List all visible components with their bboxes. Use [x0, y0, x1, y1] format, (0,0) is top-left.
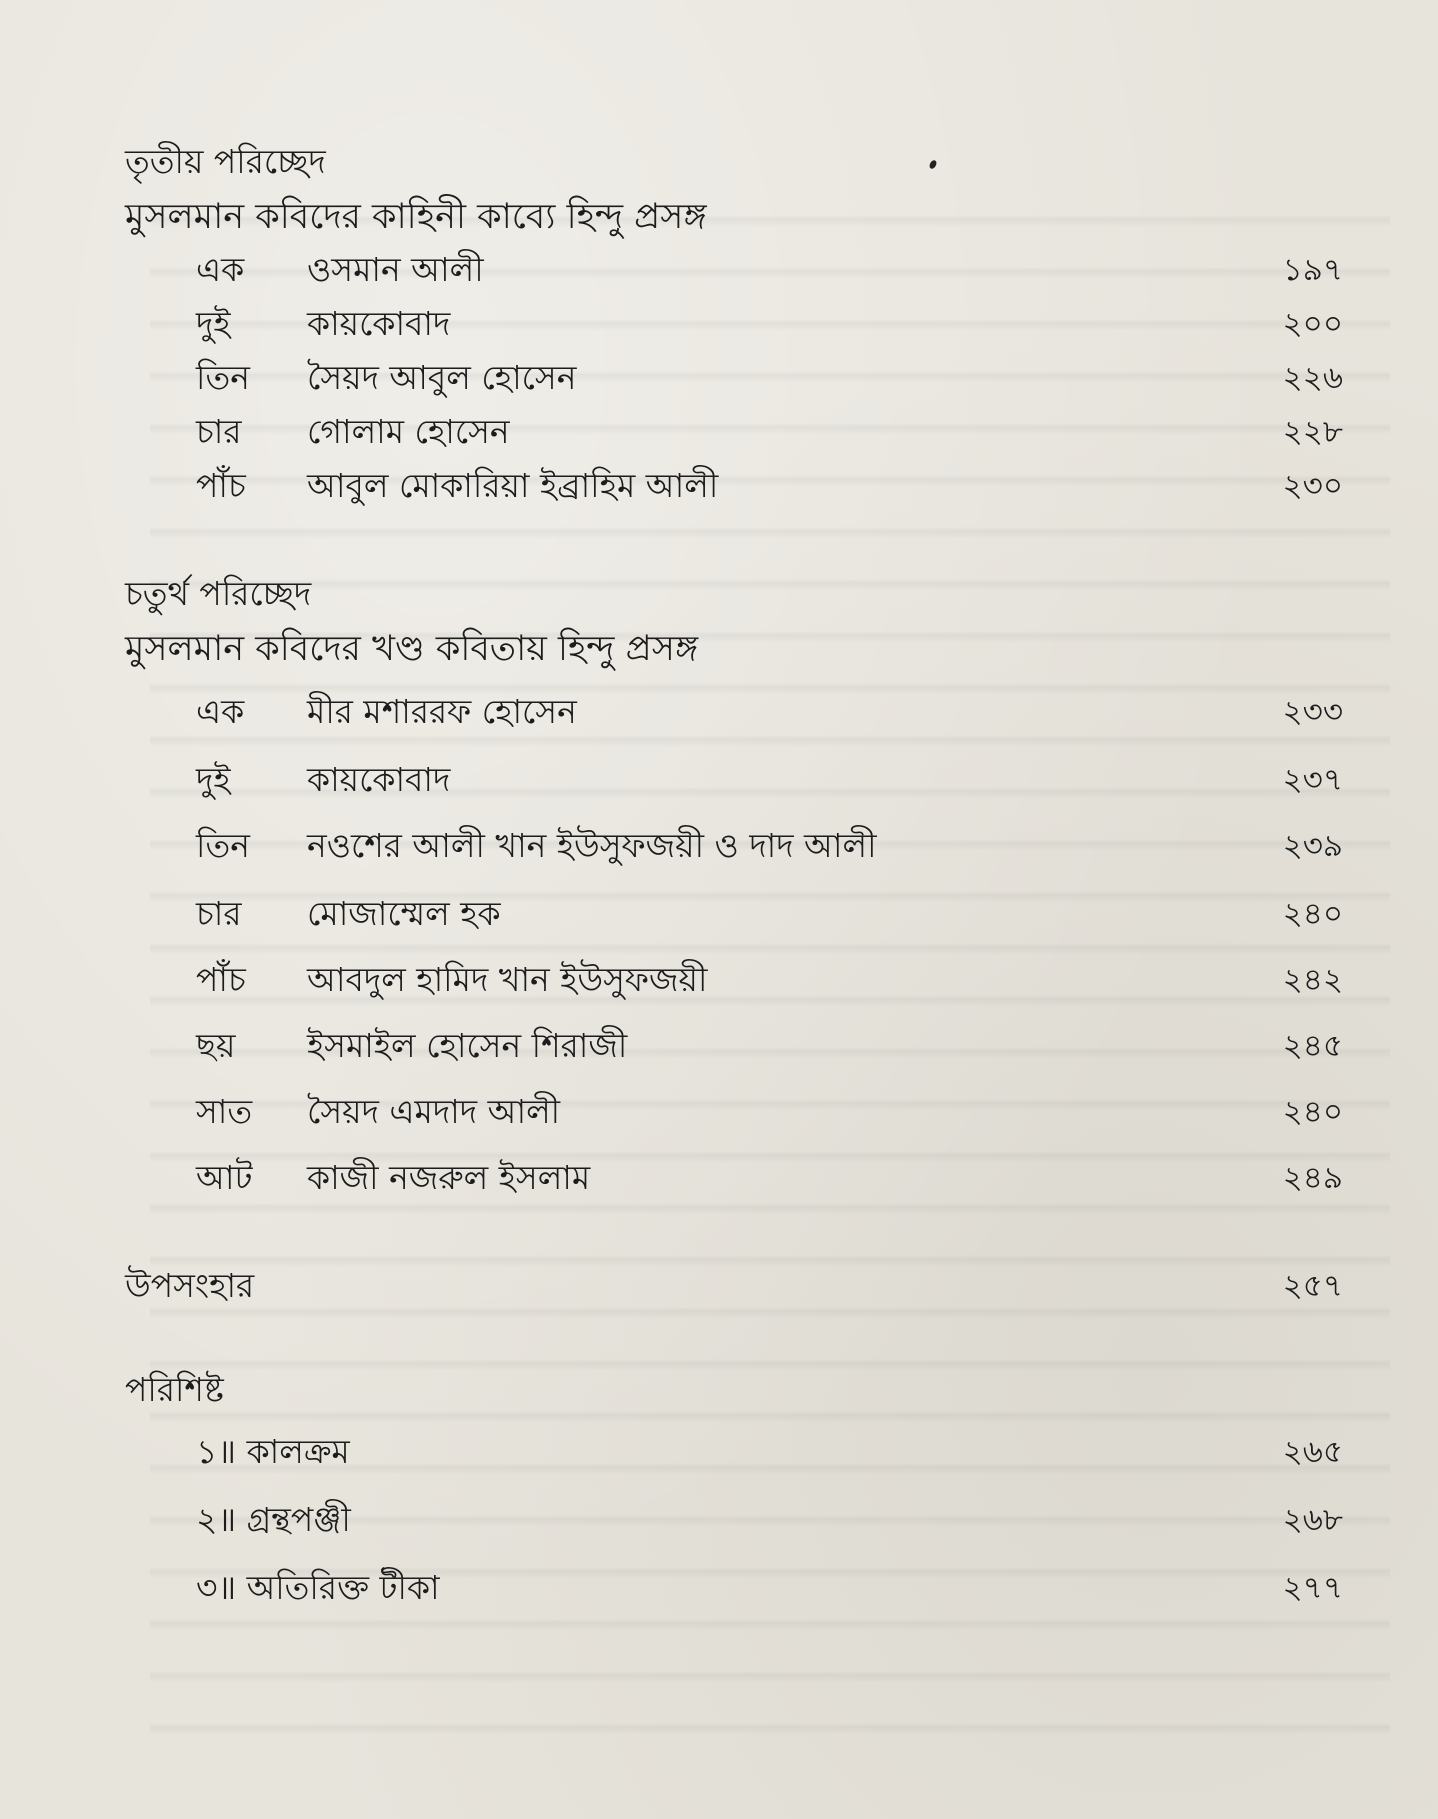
toc-row-number: চার [196, 894, 242, 933]
toc-row-number: পাঁচ [196, 466, 246, 505]
toc-row[interactable] [0, 1090, 1438, 1134]
toc-row-title: ৩॥ অতিরিক্ত টীকা [196, 1568, 440, 1607]
conclusion-title: উপসংহার [125, 1266, 255, 1305]
toc-row-title: ২॥ গ্রন্থপঞ্জী [196, 1500, 351, 1539]
toc-row[interactable] [0, 1024, 1438, 1068]
chapter-4-title: মুসলমান কবিদের খণ্ড কবিতায় হিন্দু প্রসঙ্গ [125, 629, 699, 669]
toc-row-page: ১৯৭ [1282, 252, 1343, 288]
toc-row-page: ২৬৮ [1282, 1502, 1343, 1538]
toc-row[interactable] [0, 410, 1438, 454]
toc-row-page: ২৪৫ [1282, 1028, 1343, 1064]
toc-row-page: ২৪৯ [1282, 1160, 1343, 1196]
toc-row[interactable] [0, 690, 1438, 734]
toc-row[interactable] [0, 758, 1438, 802]
toc-row[interactable] [0, 1430, 1438, 1474]
toc-row[interactable] [0, 1498, 1438, 1542]
toc-row-number: চার [196, 412, 242, 451]
toc-row-number: আট [196, 1158, 253, 1197]
toc-row[interactable] [0, 248, 1438, 292]
toc-row[interactable] [0, 302, 1438, 346]
toc-row-page: ২৬৫ [1282, 1434, 1343, 1470]
toc-row-title: মীর মশাররফ হোসেন [307, 692, 577, 731]
toc-row-page: ২২৮ [1282, 414, 1343, 450]
toc-row[interactable] [0, 1156, 1438, 1200]
toc-row-number: দুই [196, 304, 231, 343]
toc-row-number: তিন [196, 826, 250, 865]
toc-row[interactable] [0, 1566, 1438, 1610]
toc-row-title: কায়কোবাদ [307, 760, 451, 799]
toc-row-title: আবদুল হামিদ খান ইউসুফজয়ী [307, 960, 708, 999]
toc-row[interactable] [0, 958, 1438, 1002]
chapter-4-label: চতুর্থ পরিচ্ছেদ [125, 574, 312, 613]
toc-row-title: কাজী নজরুল ইসলাম [307, 1158, 591, 1197]
chapter-3-title: মুসলমান কবিদের কাহিনী কাব্যে হিন্দু প্রসঙ্গ [125, 197, 707, 237]
toc-row-title: ইসমাইল হোসেন শিরাজী [307, 1026, 628, 1065]
toc-row-page: ২৭৭ [1282, 1570, 1343, 1606]
chapter-3-label: তৃতীয় পরিচ্ছেদ [125, 142, 326, 181]
ink-speck [928, 159, 938, 170]
toc-row-title: সৈয়দ আবুল হোসেন [307, 358, 577, 397]
toc-row-title: নওশের আলী খান ইউসুফজয়ী ও দাদ আলী [307, 826, 877, 865]
toc-row-conclusion[interactable] [0, 1264, 1438, 1308]
conclusion-page: ২৫৭ [1282, 1268, 1343, 1304]
toc-row-title: সৈয়দ এমদাদ আলী [307, 1092, 561, 1131]
toc-row-title: ১॥ কালক্রম [196, 1432, 350, 1471]
toc-row-number: ছয় [196, 1026, 236, 1065]
toc-row[interactable] [0, 892, 1438, 936]
toc-row-page: ২৩০ [1282, 468, 1343, 504]
toc-row-number: তিন [196, 358, 250, 397]
toc-row[interactable] [0, 356, 1438, 400]
toc-row-page: ২৪০ [1282, 1094, 1343, 1130]
toc-row-page: ২২৬ [1282, 360, 1343, 396]
toc-row[interactable] [0, 464, 1438, 508]
toc-row[interactable] [0, 824, 1438, 868]
toc-row-page: ২৩৩ [1282, 694, 1343, 730]
toc-row-page: ২৩৭ [1282, 762, 1343, 798]
toc-row-number: দুই [196, 760, 231, 799]
toc-row-number: এক [196, 692, 245, 731]
toc-row-page: ২০০ [1282, 306, 1343, 342]
toc-row-title: আবুল মোকারিয়া ইব্রাহিম আলী [307, 466, 719, 505]
toc-row-number: এক [196, 250, 245, 289]
toc-row-number: পাঁচ [196, 960, 246, 999]
toc-row-title: কায়কোবাদ [307, 304, 451, 343]
toc-row-title: মোজাম্মেল হক [307, 894, 501, 933]
toc-row-page: ২৪০ [1282, 896, 1343, 932]
toc-row-title: গোলাম হোসেন [307, 412, 510, 451]
toc-row-title: ওসমান আলী [307, 250, 484, 289]
appendix-label: পরিশিষ্ট [125, 1370, 224, 1409]
toc-row-number: সাত [196, 1092, 253, 1131]
toc-row-page: ২৪২ [1282, 962, 1343, 998]
toc-row-page: ২৩৯ [1282, 828, 1343, 864]
